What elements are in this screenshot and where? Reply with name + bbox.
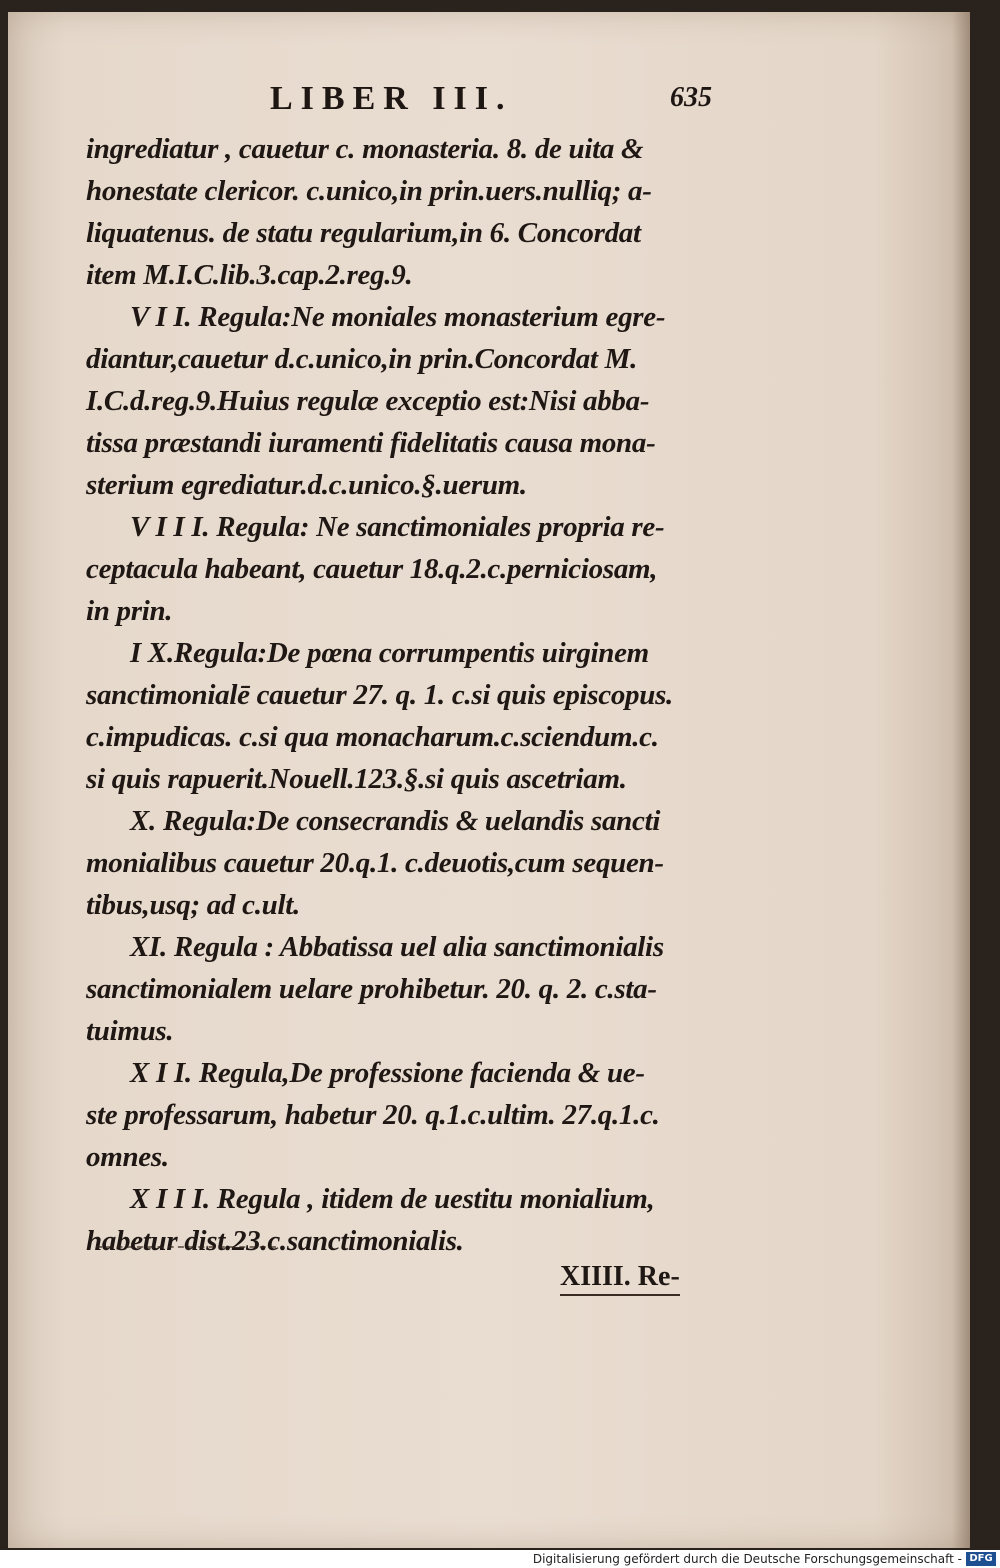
rule-heading-line: X I I. Regula,De professione facienda & ue- xyxy=(130,1057,645,1089)
text-line: habetur dist.23.c.sanctimonialis. xyxy=(86,1225,464,1257)
text-line: in prin. xyxy=(86,595,173,627)
text-line: omnes. xyxy=(86,1141,169,1173)
text-line: tibus,usq; ad c.ult. xyxy=(86,889,300,921)
page-edge-shadow xyxy=(952,12,970,1548)
page-number: 635 xyxy=(670,82,712,113)
rule-heading-line: V I I I. Regula: Ne sanctimoniales propria re- xyxy=(130,511,665,543)
text-line: sterium egrediatur.d.c.unico.§.uerum. xyxy=(86,469,527,501)
text-line: sanctimonialē cauetur 27. q. 1. c.si quis episcopus. xyxy=(86,679,674,711)
funding-credit: Digitalisierung gefördert durch die Deutsche Forschungsgemeinschaft - xyxy=(532,1552,962,1566)
text-line: tissa præstandi iuramenti fidelitatis causa mona- xyxy=(86,427,656,459)
running-head-title: LIBER III. xyxy=(270,80,513,117)
rule-heading-line: V I I. Regula:Ne moniales monasterium egre- xyxy=(130,301,666,333)
text-line: monialibus cauetur 20.q.1. c.deuotis,cum sequen- xyxy=(86,847,664,879)
footer-bar xyxy=(0,1550,1000,1568)
text-line: I.C.d.reg.9.Huius regulæ exceptio est:Nisi abba- xyxy=(86,385,650,417)
body-text xyxy=(86,128,726,1262)
text-line: ceptacula habeant, cauetur 18.q.2.c.perniciosam, xyxy=(86,553,658,585)
text-line: si quis rapuerit.Nouell.123.§.si quis ascetriam. xyxy=(86,763,627,795)
text-line: sanctimonialem uelare prohibetur. 20. q. 2. c.sta- xyxy=(86,973,657,1005)
text-line: honestate clericor. c.unico,in prin.uers.nulliq; a- xyxy=(86,175,652,207)
catchword: XIIII. Re- xyxy=(560,1260,680,1296)
running-head xyxy=(8,80,970,120)
rule-heading-line: I X.Regula:De pœna corrumpentis uirginem xyxy=(130,637,649,669)
dfg-logo: DFG xyxy=(966,1552,996,1566)
text-line: ste professarum, habetur 20. q.1.c.ultim. 27.q.1.c. xyxy=(86,1099,660,1131)
text-line: diantur,cauetur d.c.unico,in prin.Concordat M. xyxy=(86,343,638,375)
rule-heading-line: X. Regula:De consecrandis & uelandis sancti xyxy=(130,805,661,837)
text-line: c.impudicas. c.si qua monacharum.c.sciendum.c. xyxy=(86,721,659,753)
text-line: liquatenus. de statu regularium,in 6. Concordat xyxy=(86,217,641,249)
text-line: tuimus. xyxy=(86,1015,174,1047)
rule-heading-line: X I I I. Regula , itidem de uestitu monialium, xyxy=(130,1183,655,1215)
book-page xyxy=(8,12,970,1548)
underline-mark xyxy=(96,1246,276,1248)
rule-heading-line: XI. Regula : Abbatissa uel alia sanctimonialis xyxy=(130,931,664,963)
text-line: ingrediatur , cauetur c. monasteria. 8. de uita & xyxy=(86,133,644,165)
text-line: item M.I.C.lib.3.cap.2.reg.9. xyxy=(86,259,413,291)
